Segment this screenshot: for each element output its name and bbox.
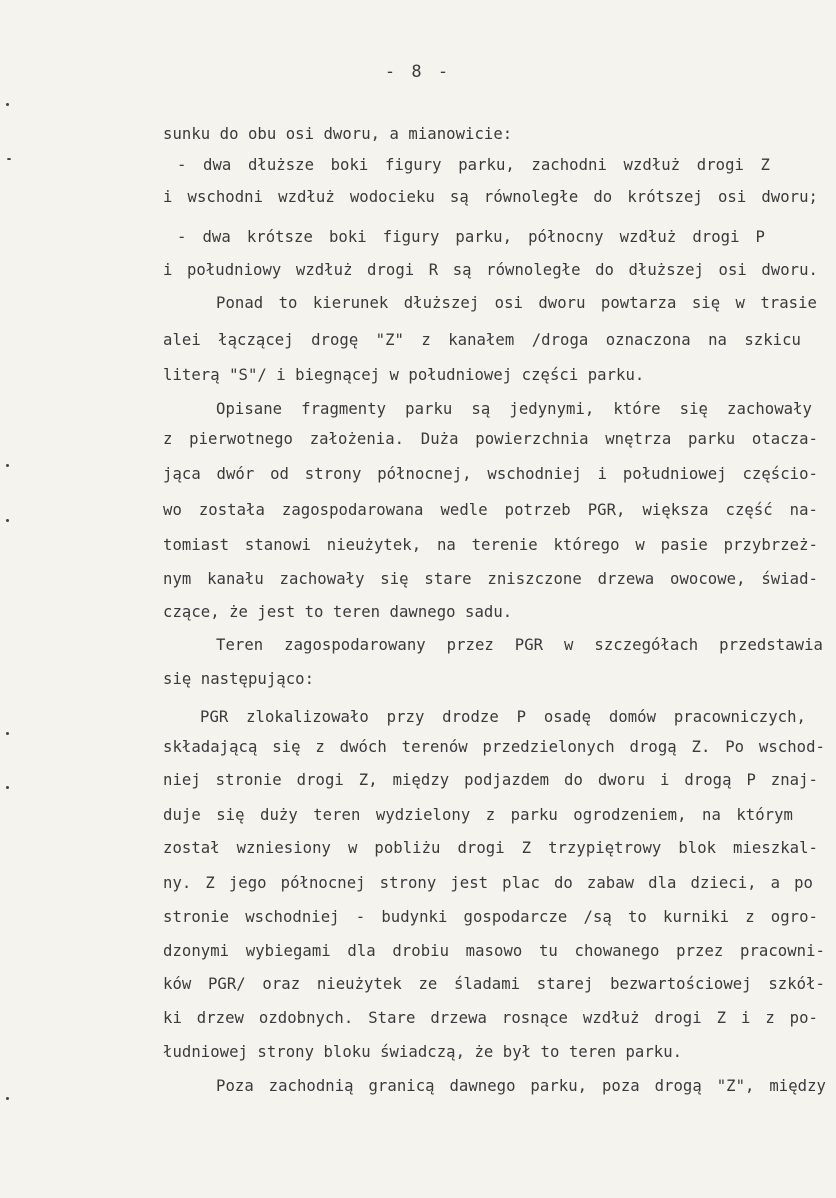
text-line: PGR zlokalizowało przy drodze P osadę domów pracowniczych, xyxy=(200,708,806,726)
text-line: jąca dwór od strony północnej, wschodniej i południowej częścio- xyxy=(163,465,818,483)
text-line: nym kanału zachowały się stare zniszczone drzewa owocowe, świad- xyxy=(163,570,818,588)
page-number: - 8 - xyxy=(384,62,452,82)
text-line: z pierwotnego założenia. Duża powierzchnia wnętrza parku otacza- xyxy=(163,430,818,448)
margin-speck xyxy=(6,786,9,789)
margin-speck xyxy=(6,1097,9,1100)
margin-speck xyxy=(6,732,9,735)
text-line: - dwa dłuższe boki figury parku, zachodni wzdłuż drogi Z xyxy=(177,156,770,174)
margin-speck xyxy=(6,103,9,106)
text-line: składającą się z dwóch terenów przedzielonych drogą Z. Po wschod- xyxy=(163,738,825,756)
text-line: Ponad to kierunek dłuższej osi dworu powtarza się w trasie xyxy=(216,294,817,312)
text-line: duje się duży teren wydzielony z parku ogrodzeniem, na którym xyxy=(163,806,793,824)
text-line: ny. Z jego północnej strony jest plac do zabaw dla dzieci, a po xyxy=(163,874,813,892)
margin-speck xyxy=(6,519,9,522)
text-line: stronie wschodniej - budynki gospodarcze /są to kurniki z ogro- xyxy=(163,908,818,926)
text-line: ków PGR/ oraz nieużytek ze śladami starej bezwartościowej szkół- xyxy=(163,975,825,993)
text-line: łudniowej strony bloku świadczą, że był to teren parku. xyxy=(163,1043,683,1061)
text-line: się następująco: xyxy=(163,670,315,688)
margin-speck xyxy=(7,158,11,160)
text-line: - dwa krótsze boki figury parku, północny wzdłuż drogi P xyxy=(177,228,765,246)
text-line: Opisane fragmenty parku są jedynymi, które się zachowały xyxy=(216,400,812,418)
text-line: został wzniesiony w pobliżu drogi Z trzypiętrowy blok mieszkal- xyxy=(163,839,818,857)
text-line: Poza zachodnią granicą dawnego parku, poza drogą "Z", między xyxy=(216,1077,826,1095)
text-line: Teren zagospodarowany przez PGR w szczegółach przedstawia xyxy=(216,636,823,654)
text-line: czące, że jest to teren dawnego sadu. xyxy=(163,603,513,621)
text-line: niej stronie drogi Z, między podjazdem do dworu i drogą P znaj- xyxy=(163,771,818,789)
text-line: tomiast stanowi nieużytek, na terenie którego w pasie przybrzeż- xyxy=(163,536,818,554)
text-line: wo została zagospodarowana wedle potrzeb PGR, większa część na- xyxy=(163,501,818,519)
text-line: literą "S"/ i biegnącej w południowej części parku. xyxy=(163,366,645,384)
text-line: dzonymi wybiegami dla drobiu masowo tu chowanego przez pracowni- xyxy=(163,942,825,960)
text-line: alei łączącej drogę "Z" z kanałem /droga oznaczona na szkicu xyxy=(163,331,801,349)
text-line: sunku do obu osi dworu, a mianowicie: xyxy=(163,125,513,143)
margin-speck xyxy=(6,464,9,467)
text-line: i południowy wzdłuż drogi R są równoległe do dłuższej osi dworu. xyxy=(163,261,818,279)
text-line: i wschodni wzdłuż wodocieku są równoległe do krótszej osi dworu; xyxy=(163,188,818,206)
text-line: ki drzew ozdobnych. Stare drzewa rosnące wzdłuż drogi Z i z po- xyxy=(163,1009,818,1027)
